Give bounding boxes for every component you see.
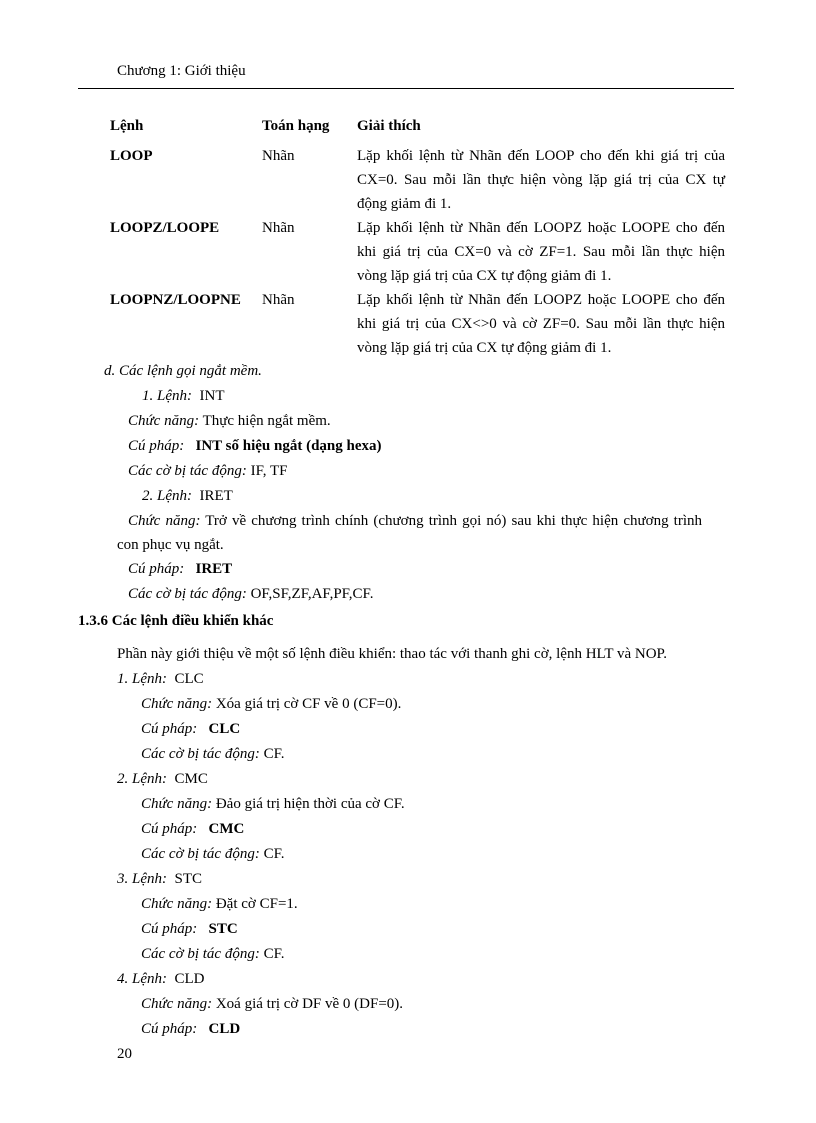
function-text: Trở về chương trình chính (chương trình gọi nó) sau khi thực hiện chương trình con phục vụ ngắt. [117, 513, 703, 553]
syntax-text: CMC [208, 821, 245, 837]
table-header-command: Lệnh [110, 118, 144, 134]
function-label: Chức năng: [141, 796, 213, 812]
syntax-label: Cú pháp: [141, 921, 198, 937]
syntax-text: CLD [208, 1021, 241, 1037]
command-name: CLD [174, 971, 205, 987]
function-label: Chức năng: [141, 696, 213, 712]
table-row-command: LOOP [110, 148, 153, 164]
command-name: CLC [174, 671, 204, 687]
cmc-function-line [141, 795, 405, 813]
flags-label: Các cờ bị tác động: [141, 946, 260, 962]
function-label: Chức năng: [128, 513, 201, 529]
section-intro: Phần này giới thiệu về một số lệnh điều khiển: thao tác với thanh ghi cờ, lệnh HLT và NOP. [117, 646, 667, 662]
syntax-text: IRET [195, 561, 233, 577]
flags-text: CF. [263, 746, 285, 762]
syntax-label: Cú pháp: [141, 821, 198, 837]
command-name: STC [174, 871, 203, 887]
flags-label: Các cờ bị tác động: [141, 846, 260, 862]
int-syntax-line [128, 437, 382, 455]
table-row-description: Lặp khối lệnh từ Nhãn đến LOOPZ hoặc LOOPE cho đến khi giá trị của CX<>0 và cờ ZF=0. Sau mỗi lần thực hiện vòng lặp giá trị của CX tự động giảm đi 1. [357, 292, 725, 356]
cld-syntax-line [141, 1020, 240, 1038]
table-row-description: Lặp khối lệnh từ Nhãn đến LOOPZ hoặc LOOPE cho đến khi giá trị của CX=0 và cờ ZF=1. Sau mỗi lần thực hiện vòng lặp giá trị của CX tự động giảm đi 1. [357, 220, 725, 284]
function-label: Chức năng: [128, 413, 200, 429]
syntax-label: Cú pháp: [141, 1021, 198, 1037]
table-row-operand: Nhãn [262, 220, 295, 236]
function-text: Đảo giá trị hiện thời của cờ CF. [215, 796, 405, 812]
command-label: 2. Lệnh: [117, 771, 167, 787]
stc-command-line [117, 870, 202, 888]
header-divider [78, 88, 734, 89]
syntax-text: STC [208, 921, 238, 937]
syntax-label: Cú pháp: [141, 721, 198, 737]
flags-text: CF. [263, 846, 285, 862]
flags-text: IF, TF [250, 463, 288, 479]
function-label: Chức năng: [141, 896, 213, 912]
cld-function-line [141, 995, 403, 1013]
clc-syntax-line [141, 720, 240, 738]
syntax-text: CLC [208, 721, 241, 737]
iret-syntax-line [128, 560, 232, 578]
command-label: 4. Lệnh: [117, 971, 167, 987]
interrupts-heading: d. Các lệnh gọi ngắt mềm. [104, 363, 262, 379]
cmc-syntax-line [141, 820, 244, 838]
command-name: INT [199, 388, 225, 404]
clc-command-line [117, 670, 204, 688]
int-command-line [142, 387, 225, 405]
page-number: 20 [117, 1046, 132, 1062]
command-label: 1. Lệnh: [117, 671, 167, 687]
stc-syntax-line [141, 920, 238, 938]
iret-flags-line [128, 585, 373, 603]
cld-command-line [117, 970, 205, 988]
table-row-command: LOOPZ/LOOPE [110, 220, 220, 236]
iret-command-line [142, 487, 233, 505]
function-text: Đặt cờ CF=1. [215, 896, 298, 912]
cmc-command-line [117, 770, 208, 788]
table-row-description: Lặp khối lệnh từ Nhãn đến LOOP cho đến khi giá trị của CX=0. Sau mỗi lần thực hiện vòng lặp giá trị của CX tự động giảm đi 1. [357, 148, 725, 212]
clc-flags-line [141, 745, 284, 763]
syntax-label: Cú pháp: [128, 438, 185, 454]
table-row-operand: Nhãn [262, 148, 295, 164]
function-label: Chức năng: [141, 996, 213, 1012]
function-text: Thực hiện ngắt mềm. [202, 413, 331, 429]
syntax-label: Cú pháp: [128, 561, 185, 577]
clc-function-line [141, 695, 401, 713]
command-label: 2. Lệnh: [142, 488, 192, 504]
iret-function-paragraph [117, 509, 702, 557]
table-header-description: Giải thích [357, 118, 421, 134]
flags-label: Các cờ bị tác động: [128, 463, 247, 479]
table-header-operand: Toán hạng [262, 118, 330, 134]
syntax-text: INT số hiệu ngắt (dạng hexa) [195, 438, 382, 454]
table-row-operand: Nhãn [262, 292, 295, 308]
section-title: 1.3.6 Các lệnh điều khiển khác [78, 613, 274, 629]
command-name: IRET [199, 488, 233, 504]
command-label: 3. Lệnh: [117, 871, 167, 887]
stc-flags-line [141, 945, 284, 963]
cmc-flags-line [141, 845, 284, 863]
flags-label: Các cờ bị tác động: [128, 586, 247, 602]
table-row-command: LOOPNZ/LOOPNE [110, 292, 241, 308]
command-label: 1. Lệnh: [142, 388, 192, 404]
stc-function-line [141, 895, 298, 913]
flags-label: Các cờ bị tác động: [141, 746, 260, 762]
function-text: Xóa giá trị cờ CF về 0 (CF=0). [215, 696, 402, 712]
int-flags-line [128, 462, 287, 480]
int-function-line [128, 412, 331, 430]
chapter-title: Chương 1: Giới thiệu [117, 63, 246, 79]
function-text: Xoá giá trị cờ DF về 0 (DF=0). [215, 996, 404, 1012]
flags-text: OF,SF,ZF,AF,PF,CF. [250, 586, 374, 602]
command-name: CMC [174, 771, 208, 787]
flags-text: CF. [263, 946, 285, 962]
